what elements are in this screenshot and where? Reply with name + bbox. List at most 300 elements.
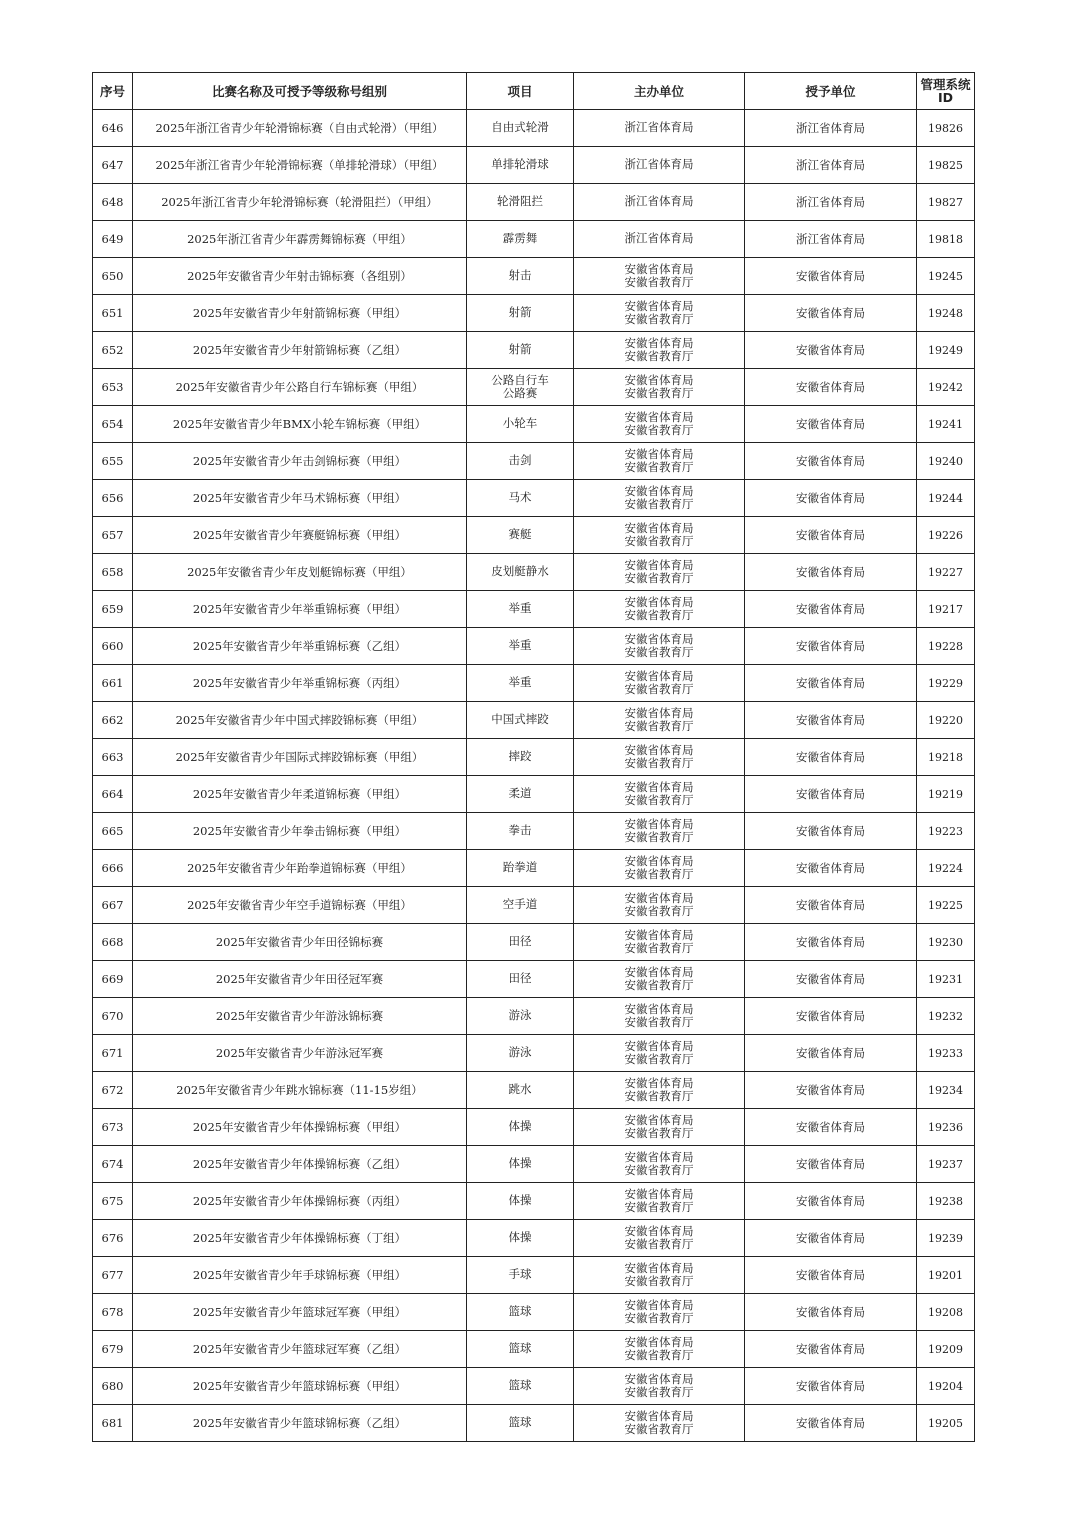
host-cell [574,295,745,332]
event-cell [467,110,574,147]
host-line: 安徽省体育局 [624,261,694,276]
competition-name: 2025年安徽省青少年皮划艇锦标赛（甲组） [133,554,467,591]
system-id: 19205 [917,1405,975,1442]
event-line: 篮球 [508,1415,532,1430]
host-line: 浙江省体育局 [624,194,694,209]
host-cell [574,517,745,554]
row-number: 648 [93,184,133,221]
host-line: 安徽省体育局 [624,890,694,905]
host-cell [574,776,745,813]
competition-name: 2025年安徽省青少年体操锦标赛（乙组） [133,1146,467,1183]
grant-unit: 安徽省体育局 [745,1294,917,1331]
competition-name: 2025年安徽省青少年举重锦标赛（丙组） [133,665,467,702]
host-cell [574,924,745,961]
host-line: 安徽省教育厅 [624,534,694,548]
host-line: 安徽省体育局 [624,1186,694,1201]
host-line: 安徽省体育局 [624,1223,694,1238]
host-cell [574,591,745,628]
host-line: 安徽省体育局 [624,446,694,461]
host-line: 安徽省教育厅 [624,423,694,437]
competition-name: 2025年浙江省青少年轮滑锦标赛（自由式轮滑）（甲组） [133,110,467,147]
grant-unit: 安徽省体育局 [745,554,917,591]
system-id: 19244 [917,480,975,517]
table-row [93,850,975,887]
event-cell [467,591,574,628]
system-id: 19232 [917,998,975,1035]
table-row [93,1072,975,1109]
host-cell [574,258,745,295]
row-number: 669 [93,961,133,998]
system-id: 19208 [917,1294,975,1331]
grant-unit: 浙江省体育局 [745,110,917,147]
event-cell [467,517,574,554]
event-cell [467,554,574,591]
row-number: 650 [93,258,133,295]
header-name: 比赛名称及可授予等级称号组别 [133,73,467,110]
system-id: 19826 [917,110,975,147]
event-cell [467,998,574,1035]
host-line: 安徽省体育局 [624,964,694,979]
competition-name: 2025年安徽省青少年跆拳道锦标赛（甲组） [133,850,467,887]
system-id: 19220 [917,702,975,739]
event-cell [467,406,574,443]
header-system-line2: ID [937,90,954,105]
host-line: 安徽省体育局 [624,816,694,831]
host-line: 安徽省体育局 [624,335,694,350]
host-cell [574,702,745,739]
event-line: 篮球 [508,1378,532,1393]
host-line: 安徽省教育厅 [624,719,694,733]
competition-table [92,72,975,1442]
host-line: 安徽省教育厅 [624,386,694,400]
grant-unit: 安徽省体育局 [745,628,917,665]
event-line: 田径 [508,934,532,949]
row-number: 678 [93,1294,133,1331]
event-line: 小轮车 [502,416,538,431]
event-cell [467,1368,574,1405]
host-cell [574,998,745,1035]
row-number: 667 [93,887,133,924]
row-number: 660 [93,628,133,665]
event-cell [467,443,574,480]
competition-name: 2025年安徽省青少年马术锦标赛（甲组） [133,480,467,517]
event-cell [467,961,574,998]
system-id: 19227 [917,554,975,591]
competition-name: 2025年浙江省青少年轮滑锦标赛（单排轮滑球）（甲组） [133,147,467,184]
system-id: 19825 [917,147,975,184]
host-cell [574,110,745,147]
system-id: 19219 [917,776,975,813]
host-line: 安徽省体育局 [624,668,694,683]
row-number: 673 [93,1109,133,1146]
competition-name: 2025年安徽省青少年体操锦标赛（丁组） [133,1220,467,1257]
competition-name: 2025年安徽省青少年举重锦标赛（甲组） [133,591,467,628]
host-line: 安徽省教育厅 [624,1385,694,1399]
row-number: 681 [93,1405,133,1442]
event-line: 公路自行车 [491,372,549,387]
grant-unit: 安徽省体育局 [745,1035,917,1072]
row-number: 675 [93,1183,133,1220]
host-cell [574,1405,745,1442]
system-id: 19818 [917,221,975,258]
grant-unit: 安徽省体育局 [745,887,917,924]
competition-name: 2025年安徽省青少年射箭锦标赛（乙组） [133,332,467,369]
table-row [93,110,975,147]
table-row [93,1035,975,1072]
system-id: 19240 [917,443,975,480]
host-line: 安徽省教育厅 [624,756,694,770]
event-cell [467,850,574,887]
event-line: 空手道 [502,897,538,912]
host-line: 安徽省教育厅 [624,978,694,992]
event-line: 篮球 [508,1341,532,1356]
host-cell [574,1257,745,1294]
event-cell [467,1183,574,1220]
event-line: 摔跤 [508,749,532,764]
system-id: 19204 [917,1368,975,1405]
host-cell [574,1294,745,1331]
system-id: 19245 [917,258,975,295]
host-line: 安徽省教育厅 [624,608,694,622]
header-system-line1: 管理系统 [920,76,971,92]
host-line: 安徽省教育厅 [624,460,694,474]
row-number: 657 [93,517,133,554]
table-header-row [93,73,975,110]
grant-unit: 安徽省体育局 [745,776,917,813]
host-line: 安徽省教育厅 [624,1274,694,1288]
host-line: 安徽省体育局 [624,557,694,572]
system-id: 19226 [917,517,975,554]
grant-unit: 安徽省体育局 [745,998,917,1035]
event-line: 跳水 [508,1082,532,1097]
host-line: 安徽省体育局 [624,1038,694,1053]
event-line: 轮滑阻拦 [497,194,543,209]
row-number: 659 [93,591,133,628]
event-line: 游泳 [508,1045,532,1060]
grant-unit: 安徽省体育局 [745,1183,917,1220]
host-cell [574,961,745,998]
row-number: 653 [93,369,133,406]
event-cell [467,739,574,776]
row-number: 646 [93,110,133,147]
host-cell [574,554,745,591]
table-row [93,184,975,221]
table-row [93,1368,975,1405]
event-line: 田径 [508,971,532,986]
row-number: 677 [93,1257,133,1294]
host-cell [574,443,745,480]
competition-name: 2025年安徽省青少年中国式摔跤锦标赛（甲组） [133,702,467,739]
grant-unit: 安徽省体育局 [745,1405,917,1442]
host-line: 安徽省体育局 [624,1075,694,1090]
row-number: 679 [93,1331,133,1368]
host-cell [574,480,745,517]
table-row [93,147,975,184]
system-id: 19236 [917,1109,975,1146]
event-line: 举重 [508,601,532,616]
competition-name: 2025年安徽省青少年体操锦标赛（甲组） [133,1109,467,1146]
host-line: 安徽省体育局 [624,1260,694,1275]
event-line: 皮划艇静水 [491,564,549,579]
host-cell [574,1331,745,1368]
system-id: 19233 [917,1035,975,1072]
event-cell [467,221,574,258]
row-number: 661 [93,665,133,702]
table-row [93,739,975,776]
event-line: 跆拳道 [502,860,538,875]
host-cell [574,184,745,221]
host-line: 安徽省体育局 [624,409,694,424]
row-number: 654 [93,406,133,443]
grant-unit: 安徽省体育局 [745,1331,917,1368]
grant-unit: 安徽省体育局 [745,850,917,887]
host-cell [574,147,745,184]
host-line: 安徽省教育厅 [624,1422,694,1436]
host-line: 安徽省体育局 [624,1371,694,1386]
row-number: 672 [93,1072,133,1109]
host-cell [574,1109,745,1146]
event-line: 射击 [508,268,532,283]
event-cell [467,628,574,665]
system-id: 19239 [917,1220,975,1257]
grant-unit: 安徽省体育局 [745,665,917,702]
event-cell [467,1072,574,1109]
grant-unit: 安徽省体育局 [745,1146,917,1183]
row-number: 652 [93,332,133,369]
row-number: 670 [93,998,133,1035]
event-cell [467,147,574,184]
event-line: 自由式轮滑 [491,120,549,135]
row-number: 671 [93,1035,133,1072]
system-id: 19225 [917,887,975,924]
event-cell [467,1220,574,1257]
host-line: 浙江省体育局 [624,231,694,246]
host-line: 安徽省教育厅 [624,793,694,807]
grant-unit: 安徽省体育局 [745,258,917,295]
event-line: 赛艇 [508,527,532,542]
row-number: 663 [93,739,133,776]
table-row [93,1146,975,1183]
event-cell [467,1294,574,1331]
event-cell [467,1331,574,1368]
system-id: 19224 [917,850,975,887]
competition-name: 2025年安徽省青少年游泳冠军赛 [133,1035,467,1072]
host-line: 安徽省体育局 [624,1408,694,1423]
event-cell [467,776,574,813]
host-line: 安徽省体育局 [624,1334,694,1349]
competition-name: 2025年浙江省青少年霹雳舞锦标赛（甲组） [133,221,467,258]
system-id: 19827 [917,184,975,221]
host-cell [574,1146,745,1183]
host-cell [574,887,745,924]
competition-name: 2025年安徽省青少年田径冠军赛 [133,961,467,998]
competition-name: 2025年安徽省青少年篮球锦标赛（甲组） [133,1368,467,1405]
event-line: 举重 [508,675,532,690]
header-no: 序号 [93,73,133,110]
competition-name: 2025年安徽省青少年国际式摔跤锦标赛（甲组） [133,739,467,776]
table-row [93,1257,975,1294]
event-cell [467,332,574,369]
grant-unit: 安徽省体育局 [745,924,917,961]
event-cell [467,1257,574,1294]
table-row [93,332,975,369]
host-cell [574,813,745,850]
grant-unit: 浙江省体育局 [745,221,917,258]
grant-unit: 浙江省体育局 [745,147,917,184]
host-line: 安徽省教育厅 [624,1311,694,1325]
competition-name: 2025年安徽省青少年赛艇锦标赛（甲组） [133,517,467,554]
grant-unit: 安徽省体育局 [745,332,917,369]
host-cell [574,1183,745,1220]
host-cell [574,369,745,406]
competition-name: 2025年安徽省青少年游泳锦标赛 [133,998,467,1035]
host-line: 安徽省教育厅 [624,571,694,585]
table-row [93,591,975,628]
event-line: 手球 [508,1267,532,1282]
host-line: 安徽省体育局 [624,1149,694,1164]
host-line: 安徽省教育厅 [624,682,694,696]
host-line: 安徽省体育局 [624,483,694,498]
host-cell [574,850,745,887]
table-row [93,1331,975,1368]
grant-unit: 安徽省体育局 [745,406,917,443]
competition-name: 2025年安徽省青少年公路自行车锦标赛（甲组） [133,369,467,406]
system-id: 19237 [917,1146,975,1183]
row-number: 680 [93,1368,133,1405]
table-row [93,998,975,1035]
table-row [93,1183,975,1220]
system-id: 19228 [917,628,975,665]
table-row [93,1405,975,1442]
host-cell [574,1035,745,1072]
competition-name: 2025年安徽省青少年跳水锦标赛（11-15岁组） [133,1072,467,1109]
event-line: 射箭 [508,342,532,357]
table-row [93,1109,975,1146]
system-id: 19248 [917,295,975,332]
system-id: 19242 [917,369,975,406]
header-grant: 授予单位 [745,73,917,110]
competition-name: 2025年安徽省青少年空手道锦标赛（甲组） [133,887,467,924]
host-cell [574,332,745,369]
row-number: 649 [93,221,133,258]
competition-name: 2025年安徽省青少年射击锦标赛（各组别） [133,258,467,295]
grant-unit: 安徽省体育局 [745,1368,917,1405]
table-row [93,887,975,924]
host-line: 安徽省体育局 [624,1001,694,1016]
row-number: 655 [93,443,133,480]
competition-name: 2025年安徽省青少年手球锦标赛（甲组） [133,1257,467,1294]
grant-unit: 安徽省体育局 [745,295,917,332]
host-line: 浙江省体育局 [624,120,694,135]
system-id: 19238 [917,1183,975,1220]
event-line: 举重 [508,638,532,653]
competition-name: 2025年安徽省青少年篮球冠军赛（甲组） [133,1294,467,1331]
event-cell [467,924,574,961]
event-line: 体操 [508,1230,532,1245]
row-number: 674 [93,1146,133,1183]
competition-name: 2025年安徽省青少年田径锦标赛 [133,924,467,961]
event-line: 马术 [508,490,532,505]
row-number: 658 [93,554,133,591]
host-line: 浙江省体育局 [624,157,694,172]
system-id: 19217 [917,591,975,628]
grant-unit: 安徽省体育局 [745,480,917,517]
grant-unit: 浙江省体育局 [745,184,917,221]
host-line: 安徽省教育厅 [624,1052,694,1066]
host-line: 安徽省教育厅 [624,312,694,326]
competition-name: 2025年安徽省青少年体操锦标赛（丙组） [133,1183,467,1220]
host-cell [574,739,745,776]
table-row [93,295,975,332]
system-id: 19218 [917,739,975,776]
event-cell [467,258,574,295]
event-line: 击剑 [508,453,532,468]
row-number: 664 [93,776,133,813]
row-number: 665 [93,813,133,850]
competition-name: 2025年安徽省青少年篮球锦标赛（乙组） [133,1405,467,1442]
table-row [93,702,975,739]
competition-name: 2025年安徽省青少年拳击锦标赛（甲组） [133,813,467,850]
host-cell [574,406,745,443]
host-line: 安徽省体育局 [624,853,694,868]
grant-unit: 安徽省体育局 [745,702,917,739]
host-line: 安徽省教育厅 [624,1015,694,1029]
table-row [93,628,975,665]
event-line: 射箭 [508,305,532,320]
event-line: 游泳 [508,1008,532,1023]
host-line: 安徽省体育局 [624,927,694,942]
host-line: 安徽省教育厅 [624,275,694,289]
header-event: 项目 [467,73,574,110]
host-line: 安徽省教育厅 [624,497,694,511]
grant-unit: 安徽省体育局 [745,1220,917,1257]
row-number: 676 [93,1220,133,1257]
grant-unit: 安徽省体育局 [745,443,917,480]
grant-unit: 安徽省体育局 [745,591,917,628]
host-line: 安徽省教育厅 [624,349,694,363]
table-row [93,517,975,554]
header-host: 主办单位 [574,73,745,110]
grant-unit: 安徽省体育局 [745,369,917,406]
host-line: 安徽省体育局 [624,372,694,387]
host-line: 安徽省教育厅 [624,645,694,659]
host-cell [574,628,745,665]
host-line: 安徽省体育局 [624,594,694,609]
grant-unit: 安徽省体育局 [745,739,917,776]
system-id: 19230 [917,924,975,961]
row-number: 662 [93,702,133,739]
table-row [93,443,975,480]
event-cell [467,665,574,702]
host-cell [574,1072,745,1109]
grant-unit: 安徽省体育局 [745,1257,917,1294]
host-cell [574,665,745,702]
table-row [93,258,975,295]
host-line: 安徽省教育厅 [624,1163,694,1177]
host-line: 安徽省体育局 [624,298,694,313]
grant-unit: 安徽省体育局 [745,1109,917,1146]
system-id: 19249 [917,332,975,369]
row-number: 651 [93,295,133,332]
event-line: 公路赛 [502,386,538,400]
table-row [93,924,975,961]
host-line: 安徽省教育厅 [624,1126,694,1140]
event-line: 体操 [508,1119,532,1134]
grant-unit: 安徽省体育局 [745,813,917,850]
table-row [93,406,975,443]
competition-name: 2025年安徽省青少年击剑锦标赛（甲组） [133,443,467,480]
host-line: 安徽省教育厅 [624,1200,694,1214]
